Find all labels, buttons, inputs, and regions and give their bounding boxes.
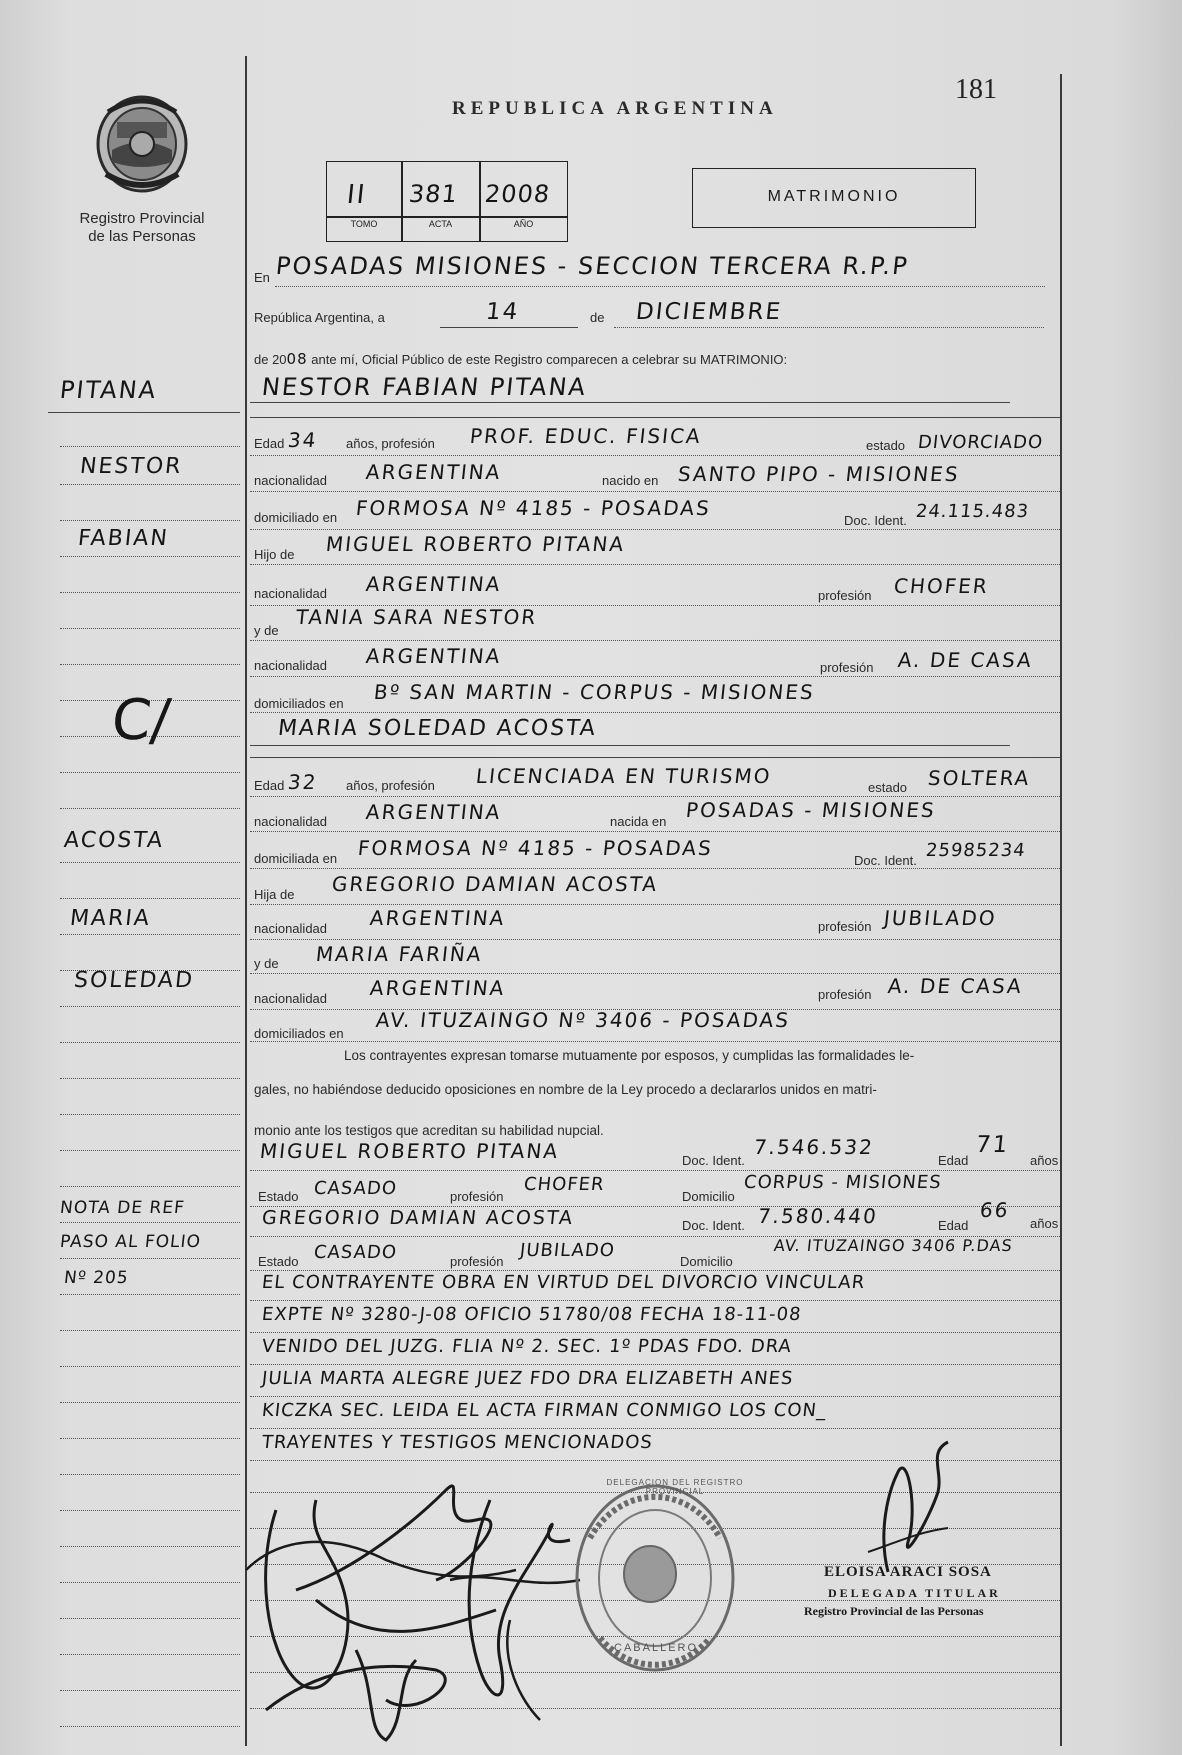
rule bbox=[250, 676, 1060, 677]
tomo-label: TOMO bbox=[350, 219, 378, 229]
margin-surname-2: NESTOR bbox=[78, 454, 184, 479]
witness-1-prof-label: profesión bbox=[450, 1189, 504, 1204]
groom-age: 34 bbox=[286, 428, 319, 452]
witness-1-dom-label: Domicilio bbox=[682, 1189, 735, 1204]
bride-nacida-label: nacida en bbox=[610, 814, 667, 829]
rule bbox=[60, 446, 240, 447]
declaration-line-3: monio ante los testigos que acreditan su habilidad nupcial. bbox=[254, 1123, 604, 1138]
witness-1-doc-label: Doc. Ident. bbox=[682, 1153, 745, 1168]
official-title: DELEGADA TITULAR bbox=[828, 1586, 1001, 1600]
groom-father-profession: CHOFER bbox=[892, 574, 991, 598]
rule bbox=[250, 640, 1060, 641]
groom-yde-label: y de bbox=[254, 623, 279, 638]
rule bbox=[250, 417, 1060, 418]
rule bbox=[60, 1654, 240, 1655]
rule bbox=[250, 491, 1060, 492]
declaration-line-2: gales, no habiéndose deducido oposiciones en nombre de la Ley procedo a declararlos unidos en matri- bbox=[254, 1082, 877, 1097]
rule bbox=[250, 712, 1060, 713]
rule bbox=[250, 1428, 1060, 1429]
groom-nationality: ARGENTINA bbox=[364, 460, 503, 484]
witness-1-edad-label: Edad bbox=[938, 1153, 969, 1168]
rule bbox=[250, 1332, 1060, 1333]
rule bbox=[250, 745, 1010, 746]
bride-hija-label: Hija de bbox=[254, 887, 295, 902]
groom-hijo-label: Hijo de bbox=[254, 547, 295, 562]
rule bbox=[60, 1150, 240, 1151]
rule bbox=[60, 1726, 240, 1727]
rule bbox=[614, 327, 1044, 328]
witness-2-profession: JUBILADO bbox=[518, 1240, 617, 1261]
groom-doc-label: Doc. Ident. bbox=[844, 513, 907, 528]
witness-2-edad-label: Edad bbox=[938, 1218, 969, 1233]
rule bbox=[60, 1078, 240, 1079]
note-line-4: JULIA MARTA ALEGRE JUEZ FDO DRA ELIZABETH ANES bbox=[260, 1368, 795, 1389]
witness-1-address: CORPUS - MISIONES bbox=[742, 1172, 943, 1193]
place-value: POSADAS MISIONES - SECCION TERCERA R.P.P bbox=[274, 252, 911, 280]
groom-mother-profession: A. DE CASA bbox=[896, 648, 1035, 672]
rule bbox=[60, 1222, 240, 1223]
bride-dom-label: domiciliada en bbox=[254, 851, 338, 866]
margin-note-2: PASO AL FOLIO bbox=[58, 1232, 202, 1252]
rule bbox=[48, 412, 240, 413]
groom-profession: PROF. EDUC. FISICA bbox=[468, 424, 703, 448]
registry-name: Registro Provincial de las Personas bbox=[79, 210, 205, 245]
bride-edad-label: Edad bbox=[254, 778, 285, 793]
groom-prof-label: años, profesión bbox=[346, 436, 435, 451]
margin-surname-3: FABIAN bbox=[76, 526, 171, 551]
official-signature bbox=[858, 1432, 958, 1582]
rule bbox=[60, 556, 240, 557]
margin-bride-2: MARIA bbox=[68, 906, 153, 931]
rule bbox=[250, 757, 1060, 758]
rule bbox=[60, 1042, 240, 1043]
bride-father-nationality: ARGENTINA bbox=[368, 906, 507, 930]
bride-nationality: ARGENTINA bbox=[364, 800, 503, 824]
rule bbox=[60, 898, 240, 899]
rule bbox=[60, 1546, 240, 1547]
witness-2-dom-label: Domicilio bbox=[680, 1254, 733, 1269]
bride-name: MARIA SOLEDAD ACOSTA bbox=[276, 716, 599, 741]
rule bbox=[250, 1396, 1060, 1397]
bride-father: GREGORIO DAMIAN ACOSTA bbox=[330, 872, 660, 896]
rule bbox=[250, 529, 1060, 530]
groom-name: NESTOR FABIAN PITANA bbox=[260, 373, 589, 401]
rule bbox=[60, 1438, 240, 1439]
year-label bbox=[254, 350, 787, 368]
bride-parents-address: AV. ITUZAINGO Nº 3406 - POSADAS bbox=[374, 1008, 792, 1032]
note-line-5: KICZKA SEC. LEIDA EL ACTA FIRMAN CONMIGO LOS CON_ bbox=[260, 1400, 829, 1421]
margin-surname-1: PITANA bbox=[58, 376, 159, 404]
rule bbox=[60, 772, 240, 773]
rule bbox=[60, 1366, 240, 1367]
official-registry: Registro Provincial de las Personas bbox=[804, 1604, 984, 1618]
bride-mother-nat-label: nacionalidad bbox=[254, 991, 328, 1006]
page-number: 181 bbox=[955, 74, 997, 105]
groom-dom-label: domiciliado en bbox=[254, 510, 338, 525]
act-type-box bbox=[692, 168, 976, 228]
bride-address: FORMOSA Nº 4185 - POSADAS bbox=[356, 836, 715, 860]
note-line-1: EL CONTRAYENTE OBRA EN VIRTUD DEL DIVORCIO VINCULAR bbox=[260, 1272, 867, 1293]
margin-bride-1: ACOSTA bbox=[62, 828, 166, 853]
rule bbox=[60, 1582, 240, 1583]
witness-2-anos-label: años bbox=[1030, 1216, 1059, 1231]
de-label: de bbox=[590, 310, 605, 325]
rule bbox=[60, 1690, 240, 1691]
bride-doc: 25985234 bbox=[924, 840, 1027, 861]
groom-mother-prof-label: profesión bbox=[820, 660, 874, 675]
witness-2-name: GREGORIO DAMIAN ACOSTA bbox=[260, 1207, 576, 1229]
witness-1-profession: CHOFER bbox=[522, 1174, 606, 1195]
groom-doc: 24.115.483 bbox=[914, 501, 1031, 522]
rule bbox=[60, 628, 240, 629]
rule bbox=[250, 564, 1060, 565]
bride-birthplace: POSADAS - MISIONES bbox=[684, 798, 937, 822]
rule bbox=[250, 1364, 1060, 1365]
rule bbox=[60, 1114, 240, 1115]
groom-parents-address: Bº SAN MARTIN - CORPUS - MISIONES bbox=[372, 680, 816, 704]
groom-estado-label: estado bbox=[866, 438, 906, 453]
witness-1-estado-label: Estado bbox=[258, 1189, 299, 1204]
bride-father-profession: JUBILADO bbox=[882, 906, 998, 930]
margin-bride-3: SOLEDAD bbox=[72, 968, 196, 993]
bride-mother-profession: A. DE CASA bbox=[886, 974, 1025, 998]
official-name: ELOISA ARACI SOSA bbox=[824, 1564, 992, 1580]
note-line-2: EXPTE Nº 3280-J-08 OFICIO 51780/08 FECHA 18-11-08 bbox=[260, 1304, 803, 1325]
rule bbox=[250, 868, 1060, 869]
groom-status: DIVORCIADO bbox=[916, 432, 1045, 453]
bride-status: SOLTERA bbox=[926, 766, 1032, 790]
rule bbox=[60, 1402, 240, 1403]
rule bbox=[60, 934, 240, 935]
rule bbox=[60, 1510, 240, 1511]
acta-label: ACTA bbox=[428, 219, 453, 229]
year-suffix: 08 bbox=[286, 350, 308, 368]
bride-prof-label: años, profesión bbox=[346, 778, 435, 793]
stamp-ring-text: DELEGACION DEL REGISTRO PROVINCIAL bbox=[606, 1478, 744, 1496]
rule bbox=[60, 1618, 240, 1619]
witness-2-address: AV. ITUZAINGO 3406 P.DAS bbox=[773, 1236, 1014, 1255]
witness-2-age: 66 bbox=[978, 1198, 1011, 1222]
groom-mother: TANIA SARA NESTOR bbox=[294, 605, 539, 629]
margin-note-3: Nº 205 bbox=[62, 1268, 130, 1288]
rule bbox=[250, 1170, 1060, 1171]
groom-father: MIGUEL ROBERTO PITANA bbox=[324, 532, 627, 556]
stamp-bottom-text: CABALLERO bbox=[614, 1642, 699, 1654]
anio-value: 2008 bbox=[483, 180, 552, 208]
acta-value: 381 bbox=[407, 180, 460, 208]
en-label: En bbox=[254, 270, 270, 285]
rule bbox=[60, 1258, 240, 1259]
country-title: REPUBLICA ARGENTINA bbox=[452, 98, 778, 119]
frame-right-line bbox=[1060, 74, 1062, 1746]
rule bbox=[250, 831, 1060, 832]
rule bbox=[250, 455, 1060, 456]
rule bbox=[250, 796, 1060, 797]
rule bbox=[275, 286, 1045, 287]
bride-father-nat-label: nacionalidad bbox=[254, 921, 328, 936]
witness-2-doc-label: Doc. Ident. bbox=[682, 1218, 745, 1233]
witness-1-doc: 7.546.532 bbox=[752, 1135, 876, 1159]
groom-birthplace: SANTO PIPO - MISIONES bbox=[676, 462, 961, 486]
rule bbox=[250, 1270, 1060, 1271]
note-line-6: TRAYENTES Y TESTIGOS MENCIONADOS bbox=[260, 1432, 654, 1453]
rule bbox=[250, 939, 1060, 940]
anio-label: AÑO bbox=[513, 219, 534, 229]
rule bbox=[60, 1294, 240, 1295]
tomo-value: II bbox=[345, 180, 368, 210]
year-text: ante mí, Oficial Público de este Registro comparecen a celebrar su MATRIMONIO: bbox=[311, 352, 788, 367]
provincial-seal bbox=[92, 92, 192, 194]
bride-doc-label: Doc. Ident. bbox=[854, 853, 917, 868]
day-value: 14 bbox=[484, 299, 521, 325]
witness-2-prof-label: profesión bbox=[450, 1254, 504, 1269]
rule bbox=[60, 808, 240, 809]
witness-2-doc: 7.580.440 bbox=[756, 1204, 880, 1228]
bride-estado-label: estado bbox=[868, 780, 908, 795]
bride-mother-prof-label: profesión bbox=[818, 987, 872, 1002]
month-value: DICIEMBRE bbox=[634, 299, 784, 325]
groom-nat-label: nacionalidad bbox=[254, 473, 328, 488]
rep-label: República Argentina, a bbox=[254, 310, 385, 325]
margin-connector: C/ bbox=[108, 688, 174, 753]
bride-father-prof-label: profesión bbox=[818, 919, 872, 934]
groom-address: FORMOSA Nº 4185 - POSADAS bbox=[354, 496, 713, 520]
groom-mother-nationality: ARGENTINA bbox=[364, 644, 503, 668]
rule bbox=[60, 1186, 240, 1187]
witness-1-age: 71 bbox=[974, 1132, 1011, 1158]
rule bbox=[60, 1006, 240, 1007]
margin-note-1: NOTA DE REF bbox=[58, 1198, 186, 1218]
groom-mother-nat-label: nacionalidad bbox=[254, 658, 328, 673]
rule bbox=[250, 1300, 1060, 1301]
bride-yde-label: y de bbox=[254, 956, 279, 971]
rule bbox=[60, 664, 240, 665]
witness-1-anos-label: años bbox=[1030, 1153, 1059, 1168]
rule bbox=[250, 1041, 1060, 1042]
witness-2-estado-label: Estado bbox=[258, 1254, 299, 1269]
bride-profession: LICENCIADA EN TURISMO bbox=[474, 764, 773, 788]
groom-edad-label: Edad bbox=[254, 436, 285, 451]
bride-mother-nationality: ARGENTINA bbox=[368, 976, 507, 1000]
book-reference-box bbox=[326, 161, 568, 242]
rule bbox=[60, 520, 240, 521]
bride-mother: MARIA FARIÑA bbox=[314, 942, 484, 966]
rule bbox=[60, 592, 240, 593]
rule bbox=[250, 402, 1010, 403]
witness-2-status: CASADO bbox=[312, 1242, 399, 1263]
groom-parents-dom-label: domiciliados en bbox=[254, 696, 344, 711]
bride-parents-dom-label: domiciliados en bbox=[254, 1026, 344, 1041]
rule bbox=[60, 484, 240, 485]
rule bbox=[440, 327, 578, 328]
groom-father-nationality: ARGENTINA bbox=[364, 572, 503, 596]
rule bbox=[60, 1474, 240, 1475]
witness-1-name: MIGUEL ROBERTO PITANA bbox=[258, 1139, 561, 1163]
witness-1-status: CASADO bbox=[312, 1178, 399, 1199]
act-type: MATRIMONIO bbox=[767, 188, 901, 205]
note-line-3: VENIDO DEL JUZG. FLIA Nº 2. SEC. 1º PDAS FDO. DRA bbox=[260, 1336, 793, 1357]
declaration-line-1: Los contrayentes expresan tomarse mutuamente por esposos, y cumplidas las formalidades le- bbox=[344, 1048, 915, 1063]
groom-nacido-label: nacido en bbox=[602, 473, 659, 488]
rule bbox=[250, 904, 1060, 905]
year-prefix: de 20 bbox=[254, 352, 287, 367]
rule bbox=[60, 862, 240, 863]
bride-age: 32 bbox=[286, 770, 319, 794]
rule bbox=[60, 1330, 240, 1331]
groom-father-prof-label: profesión bbox=[818, 588, 872, 603]
groom-father-nat-label: nacionalidad bbox=[254, 586, 328, 601]
bride-nat-label: nacionalidad bbox=[254, 814, 328, 829]
